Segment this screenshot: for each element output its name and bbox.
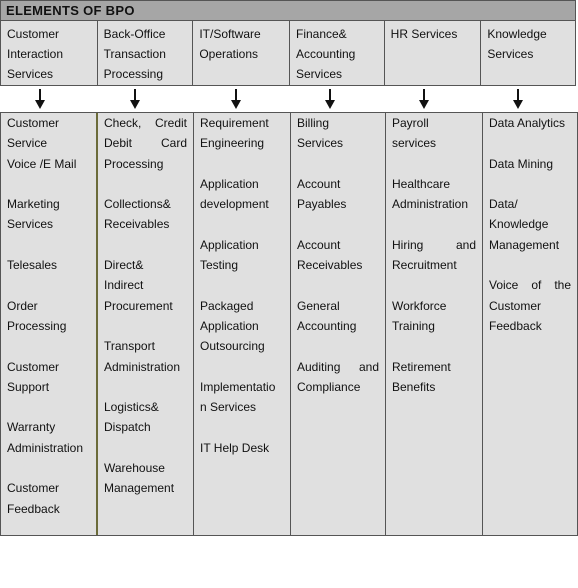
item-line: Account bbox=[297, 176, 341, 191]
header-line: Transaction bbox=[103, 47, 166, 61]
item-line: Application bbox=[200, 237, 259, 252]
header-line: Knowledge bbox=[487, 27, 547, 41]
category-header-back-office bbox=[98, 21, 194, 85]
column-back-office bbox=[98, 113, 194, 535]
service-item bbox=[297, 235, 379, 276]
item-line: Customer bbox=[7, 116, 60, 130]
service-item bbox=[104, 113, 187, 174]
item-line: Payables bbox=[297, 197, 347, 212]
item-line: Voice /E Mail bbox=[7, 156, 77, 171]
item-line: Warranty bbox=[7, 420, 56, 435]
item-line: Benefits bbox=[392, 379, 436, 394]
category-header-finance-accounting bbox=[290, 21, 385, 85]
item-line: Administration bbox=[104, 359, 181, 374]
service-item bbox=[200, 296, 284, 357]
item-line: Healthcare bbox=[392, 176, 451, 191]
header-line: Finance& bbox=[295, 27, 347, 41]
header-line: Interaction bbox=[7, 47, 64, 61]
item-line: Administration bbox=[7, 440, 84, 455]
item-line: Implementatio bbox=[200, 379, 276, 394]
service-item bbox=[7, 296, 90, 337]
item-line: development bbox=[200, 197, 269, 212]
item-line: Warehouse bbox=[104, 461, 165, 476]
category-header-hr-services bbox=[385, 21, 482, 85]
item-line: Debit Card bbox=[104, 136, 187, 151]
item-line: Engineering bbox=[200, 136, 265, 151]
item-line: Recruitment bbox=[392, 258, 457, 273]
down-arrow-icon bbox=[419, 89, 429, 111]
service-item bbox=[7, 478, 90, 519]
column-finance-accounting bbox=[291, 113, 386, 535]
item-line: Management bbox=[104, 481, 175, 496]
service-item bbox=[7, 417, 90, 458]
category-header-knowledge-services bbox=[481, 21, 575, 85]
item-line: Payroll bbox=[392, 116, 429, 130]
item-line: Accounting bbox=[297, 318, 357, 333]
service-item bbox=[104, 397, 187, 438]
service-item bbox=[104, 458, 187, 499]
diagram-title: ELEMENTS OF BPO bbox=[0, 0, 576, 20]
item-line: Receivables bbox=[104, 217, 170, 232]
item-line: Procurement bbox=[104, 298, 173, 313]
item-line: Administration bbox=[392, 197, 469, 212]
item-line: Feedback bbox=[489, 318, 542, 333]
item-line: Order bbox=[7, 298, 38, 313]
item-line: Requirement bbox=[200, 116, 269, 130]
item-line: Marketing bbox=[7, 197, 60, 212]
item-line: Training bbox=[392, 318, 435, 333]
item-line: IT Help Desk bbox=[200, 440, 270, 455]
category-header-it-software bbox=[193, 21, 290, 85]
service-item bbox=[392, 113, 476, 154]
item-line: Indirect bbox=[104, 278, 144, 293]
item-line: Direct& bbox=[104, 258, 144, 273]
item-line: Management bbox=[489, 237, 560, 252]
item-line: Telesales bbox=[7, 258, 58, 273]
category-header-customer-interaction bbox=[1, 21, 98, 85]
item-line: Workforce bbox=[392, 298, 447, 313]
service-item bbox=[200, 377, 284, 418]
down-arrow-icon bbox=[35, 89, 45, 111]
header-line: Operations bbox=[199, 47, 259, 61]
down-arrow-icon bbox=[513, 89, 523, 111]
header-line: Services bbox=[7, 67, 54, 81]
item-line: General bbox=[297, 298, 340, 313]
item-line: Services bbox=[7, 217, 54, 232]
service-item bbox=[489, 154, 571, 174]
service-item bbox=[7, 194, 90, 235]
service-columns bbox=[0, 112, 578, 536]
item-line: Application bbox=[200, 176, 259, 191]
service-item bbox=[104, 194, 187, 235]
header-line: IT/Software bbox=[199, 27, 261, 41]
item-line: Feedback bbox=[7, 501, 60, 516]
service-item bbox=[297, 113, 379, 154]
column-knowledge-services bbox=[483, 113, 577, 535]
header-line: Services bbox=[487, 47, 534, 61]
item-line: n Services bbox=[200, 400, 257, 415]
item-line: Auditing and bbox=[297, 359, 379, 374]
service-item bbox=[392, 296, 476, 337]
header-line: Customer bbox=[7, 27, 60, 41]
item-line: Account bbox=[297, 237, 341, 252]
item-line: Compliance bbox=[297, 379, 361, 394]
service-item bbox=[104, 336, 187, 377]
item-line: Customer bbox=[7, 359, 60, 374]
down-arrow-icon bbox=[231, 89, 241, 111]
header-line: HR Services bbox=[390, 27, 458, 41]
down-arrow-icon bbox=[130, 89, 140, 111]
item-line: Application bbox=[200, 318, 259, 333]
item-line: Testing bbox=[200, 258, 239, 273]
item-line: Processing bbox=[104, 156, 164, 171]
item-line: Support bbox=[7, 379, 50, 394]
item-line: Hiring and bbox=[392, 237, 476, 252]
service-item bbox=[104, 255, 187, 316]
item-line: Processing bbox=[7, 318, 67, 333]
service-item bbox=[297, 296, 379, 337]
service-item bbox=[200, 174, 284, 215]
header-line: Accounting bbox=[295, 47, 356, 61]
item-line: Retirement bbox=[392, 359, 451, 374]
service-item bbox=[297, 174, 379, 215]
item-line: Data/ bbox=[489, 197, 518, 212]
service-item bbox=[392, 174, 476, 215]
service-item bbox=[489, 113, 571, 133]
column-it-software bbox=[194, 113, 291, 535]
column-customer-interaction bbox=[1, 113, 98, 535]
item-line: Transport bbox=[104, 339, 155, 354]
item-line: Data Analytics bbox=[489, 116, 566, 130]
item-line: Packaged bbox=[200, 298, 254, 313]
item-line: Data Mining bbox=[489, 156, 554, 171]
header-line: Back-Office bbox=[103, 27, 166, 41]
column-hr-services bbox=[386, 113, 483, 535]
item-line: Service bbox=[7, 136, 48, 151]
item-line: Services bbox=[297, 136, 344, 151]
service-item bbox=[297, 357, 379, 398]
arrow-row bbox=[0, 86, 578, 112]
item-line: Collections& bbox=[104, 197, 171, 212]
service-item bbox=[200, 235, 284, 276]
item-line: Voice of the bbox=[489, 278, 571, 293]
item-line: Receivables bbox=[297, 258, 363, 273]
item-line: Customer bbox=[489, 298, 542, 313]
service-item bbox=[200, 113, 284, 154]
down-arrow-icon bbox=[325, 89, 335, 111]
service-item bbox=[200, 438, 284, 458]
header-line: Services bbox=[295, 67, 342, 81]
item-line: Knowledge bbox=[489, 217, 549, 232]
service-item bbox=[7, 255, 90, 275]
item-line: Dispatch bbox=[104, 420, 151, 435]
category-header-row bbox=[0, 20, 576, 86]
item-line: Billing bbox=[297, 116, 330, 130]
item-line: Customer bbox=[7, 481, 60, 496]
item-line: services bbox=[392, 136, 437, 151]
service-item bbox=[489, 275, 571, 336]
item-line: Check, Credit bbox=[104, 116, 187, 130]
service-item bbox=[489, 194, 571, 255]
service-item bbox=[7, 357, 90, 398]
header-line: Processing bbox=[103, 67, 164, 81]
item-line: Logistics& bbox=[104, 400, 159, 415]
service-item bbox=[7, 113, 90, 174]
service-item bbox=[392, 357, 476, 398]
service-item bbox=[392, 235, 476, 276]
item-line: Outsourcing bbox=[200, 339, 265, 354]
